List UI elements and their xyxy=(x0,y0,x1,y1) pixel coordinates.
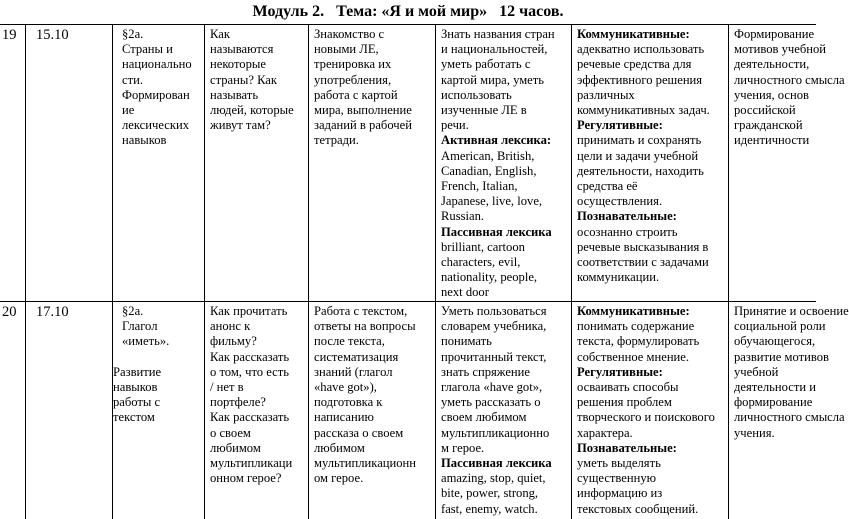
column-divider xyxy=(204,24,205,519)
cell-line: понимать содержание xyxy=(577,319,695,334)
cell-line: Познавательные: xyxy=(577,209,677,224)
cell-line: речи. xyxy=(441,118,469,133)
lesson-number: 19 xyxy=(2,27,17,43)
cell-line: §2а. xyxy=(122,27,144,41)
cell-line: amazing, stop, quiet, xyxy=(441,471,546,486)
cell-line: различных xyxy=(577,87,635,102)
cell-line: тетради. xyxy=(314,133,359,148)
cell-line: American, British, xyxy=(441,148,535,163)
cell-line: социальной роли xyxy=(734,319,826,334)
cell-line: эффективного решения xyxy=(577,72,703,87)
cell-line: речевые средства для xyxy=(577,57,692,72)
cell-line: мультипликационно xyxy=(441,425,550,440)
cell-line: портфеле? xyxy=(210,395,266,410)
cell-line: навыков xyxy=(122,133,167,148)
cell-line: работы с xyxy=(113,395,161,410)
cell-line: деятельности, находить xyxy=(577,163,704,178)
cell-line: Принятие и освоение xyxy=(734,304,849,318)
cell-line: адекватно использовать xyxy=(577,42,705,57)
universal-learning-actions xyxy=(577,27,728,285)
cell-line: тренировка их xyxy=(314,57,392,72)
cell-line: развитие мотивов xyxy=(734,349,829,364)
cell-line: любимом xyxy=(210,440,261,455)
cell-line: любимом xyxy=(314,440,365,455)
cell-line: учения, основ xyxy=(734,87,809,102)
lesson-date: 15.10 xyxy=(36,27,69,43)
cell-line: собственное мнение. xyxy=(577,349,690,364)
cell-line: картой мира, уметь xyxy=(441,72,545,87)
cell-line: «иметь». xyxy=(122,334,170,349)
cell-line: коммуникации. xyxy=(577,270,660,285)
cell-line: новыми ЛЕ, xyxy=(314,42,379,57)
cell-line: людей, которые xyxy=(210,103,294,118)
cell-line: называются xyxy=(210,42,274,57)
cell-line: Пассивная лексика xyxy=(441,224,552,239)
cell-line: существенную xyxy=(577,471,657,486)
learning-activity xyxy=(314,304,435,486)
cell-line: уметь выделять xyxy=(577,456,661,471)
cell-line: знать спряжение xyxy=(441,364,530,379)
cell-line: заданий в рабочей xyxy=(314,118,412,133)
cell-line: French, Italian, xyxy=(441,179,518,194)
cell-line: brilliant, cartoon xyxy=(441,239,525,254)
cell-line: деятельности, xyxy=(734,57,810,72)
personal-results xyxy=(734,27,845,149)
cell-line: Работа с текстом, xyxy=(314,304,408,318)
cell-line: деятельности и xyxy=(734,380,816,395)
cell-line: своем любимом xyxy=(441,410,527,425)
cell-line: лексических xyxy=(122,118,189,133)
cell-line: страны? Как xyxy=(210,72,278,87)
cell-line: о том, что есть xyxy=(210,364,289,379)
column-divider xyxy=(728,24,729,519)
cell-line: Как рассказать xyxy=(210,349,290,364)
cell-line: bite, power, strong, xyxy=(441,486,539,501)
cell-line: информацию из xyxy=(577,486,663,501)
cell-line: / нет в xyxy=(210,380,244,395)
cell-line: мотивов учебной xyxy=(734,42,826,57)
cell-line: осуществления. xyxy=(577,194,663,209)
cell-line: прочитанный текст, xyxy=(441,349,547,364)
cell-line: м герое. xyxy=(441,440,485,455)
cell-line: Как прочитать xyxy=(210,304,288,318)
cell-line: словарем учебника, xyxy=(441,319,547,334)
cell-line: идентичности xyxy=(734,133,810,148)
cell-line: и национальностей, xyxy=(441,42,548,57)
cell-line: текстовых сообщений. xyxy=(577,501,699,516)
cell-line: обучающегося, xyxy=(734,334,816,349)
cell-line: Формирован xyxy=(122,87,190,102)
cell-line: речевые высказывания в xyxy=(577,239,709,254)
cell-line: ие xyxy=(122,103,135,118)
cell-line: написанию xyxy=(314,410,374,425)
subject-results xyxy=(441,27,571,301)
cell-line: Коммуникативные: xyxy=(577,304,690,318)
cell-line: изученные ЛЕ в xyxy=(441,103,527,118)
cell-line: некоторые xyxy=(210,57,266,72)
cell-line: российской xyxy=(734,103,796,118)
cell-line: Развитие xyxy=(113,364,162,379)
cell-line: употребления, xyxy=(314,72,392,87)
module-title: Модуль 2. Тема: «Я и мой мир» 12 часов. xyxy=(252,3,564,20)
cell-line: соответствии с задачами xyxy=(577,255,709,270)
cell-line: коммуникативных задач. xyxy=(577,103,710,118)
cell-line: «have got»), xyxy=(314,380,377,395)
cell-line: Russian. xyxy=(441,209,485,224)
cell-line: Знакомство с xyxy=(314,27,385,41)
cell-line: мультипликаци xyxy=(210,456,293,471)
cell-line: гражданской xyxy=(734,118,803,133)
cell-line: анонс к xyxy=(210,319,251,334)
lesson-date: 17.10 xyxy=(36,304,69,320)
cell-line: сти. xyxy=(122,72,143,87)
cell-line: Регулятивные: xyxy=(577,364,663,379)
universal-learning-actions xyxy=(577,304,728,517)
cell-line: онном герое? xyxy=(210,471,282,486)
cell-line xyxy=(113,350,204,365)
cell-line: ответы на вопросы xyxy=(314,319,416,334)
cell-line: понимать xyxy=(441,334,492,349)
cell-line: национально xyxy=(122,57,192,72)
cell-line: решения проблем xyxy=(577,395,672,410)
cell-line: Japanese, live, love, xyxy=(441,194,543,209)
cell-line: глагола «have got», xyxy=(441,380,543,395)
cell-line: осознанно строить xyxy=(577,224,678,239)
cell-line: работа с картой xyxy=(314,87,398,102)
cell-line: мультипликационн xyxy=(314,456,417,471)
cell-line: цели и задачи учебной xyxy=(577,148,699,163)
subject-results xyxy=(441,304,571,517)
cell-line: использовать xyxy=(441,87,512,102)
cell-line: nationality, people, xyxy=(441,270,538,285)
cell-line: Страны и xyxy=(122,42,173,57)
cell-line: §2а. xyxy=(122,304,144,318)
lesson-topic xyxy=(122,27,204,149)
cell-line: Как рассказать xyxy=(210,410,290,425)
cell-line: next door xyxy=(441,285,489,300)
column-divider xyxy=(308,24,309,519)
cell-line: Активная лексика: xyxy=(441,133,552,148)
cell-line: средства её xyxy=(577,179,638,194)
cell-line: о своем xyxy=(210,425,251,440)
cell-line: принимать и сохранять xyxy=(577,133,702,148)
cell-line: characters, evil, xyxy=(441,255,521,270)
lesson-number: 20 xyxy=(2,304,17,320)
cell-line: Canadian, English, xyxy=(441,163,537,178)
cell-line: fast, enemy, watch. xyxy=(441,501,538,516)
cell-line: характера. xyxy=(577,425,633,440)
cell-line: учения. xyxy=(734,425,775,440)
cell-line: после текста, xyxy=(314,334,385,349)
cell-line: Коммуникативные: xyxy=(577,27,690,41)
cell-line: Глагол xyxy=(122,319,158,334)
cell-line: текстом xyxy=(113,410,155,425)
cell-line: рассказа о своем xyxy=(314,425,404,440)
cell-line: уметь работать с xyxy=(441,57,531,72)
cell-line: осваивать способы xyxy=(577,380,679,395)
cell-line: Уметь пользоваться xyxy=(441,304,547,318)
cell-line: Как xyxy=(210,27,230,41)
cell-line: фильму? xyxy=(210,334,257,349)
cell-line: называть xyxy=(210,87,259,102)
cell-line: учебной xyxy=(734,364,779,379)
cell-line: Пассивная лексика xyxy=(441,456,552,471)
cell-line: Регулятивные: xyxy=(577,118,663,133)
column-divider xyxy=(112,24,113,519)
row-divider xyxy=(0,301,816,302)
problem-question xyxy=(210,304,307,486)
cell-line: уметь рассказать о xyxy=(441,395,541,410)
cell-line: живут там? xyxy=(210,118,271,133)
table-top-border xyxy=(0,24,816,25)
cell-line: Знать названия стран xyxy=(441,27,555,41)
problem-question xyxy=(210,27,307,133)
cell-line: Познавательные: xyxy=(577,440,677,455)
learning-activity xyxy=(314,27,435,149)
cell-line: навыков xyxy=(113,380,158,395)
cell-line: формирование xyxy=(734,395,813,410)
personal-results xyxy=(734,304,849,441)
cell-line: знаний (глагол xyxy=(314,364,393,379)
cell-line: систематизация xyxy=(314,349,399,364)
lesson-topic xyxy=(113,304,204,426)
cell-line: ом герое. xyxy=(314,471,364,486)
column-divider xyxy=(25,24,26,519)
cell-line: подготовка к xyxy=(314,395,383,410)
cell-line: личностного смысла xyxy=(734,72,845,87)
cell-line: творческого и поискового xyxy=(577,410,715,425)
cell-line: личностного смысла xyxy=(734,410,845,425)
column-divider xyxy=(435,24,436,519)
cell-line: Формирование xyxy=(734,27,815,41)
column-divider xyxy=(571,24,572,519)
cell-line: текста, формулировать xyxy=(577,334,700,349)
cell-line: мира, выполнение xyxy=(314,103,412,118)
